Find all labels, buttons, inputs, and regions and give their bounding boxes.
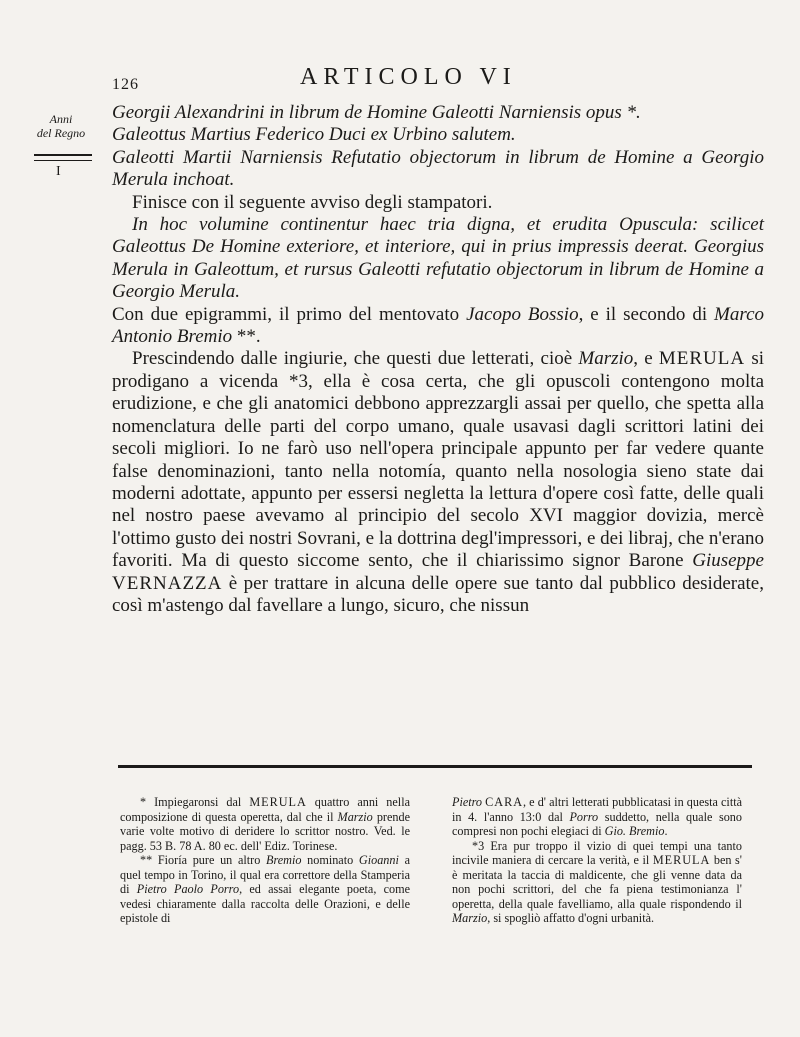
margin-label <box>28 112 94 140</box>
text-run: Con due epigrammi, il primo del mentovato <box>112 303 467 325</box>
person-name: Marzio <box>337 809 373 824</box>
person-name: Bremio <box>266 853 302 867</box>
footnotes-left-column <box>120 795 410 926</box>
body-paragraph-1: Georgii Alexandrini in librum de Homine Galeotti Narniensis opus *. <box>112 102 641 123</box>
person-name: Jacopo Bossio <box>466 303 579 325</box>
person-name: MERULA <box>658 348 746 370</box>
running-title: ARTICOLO VI <box>300 64 517 90</box>
person-name: Pietro Paolo Porro <box>136 882 240 896</box>
body-paragraph-3: Galeotti Martii Narniensis Refutatio objectorum in librum de Homine a Georgio Merula inchoat. <box>112 146 764 191</box>
person-name: Giuseppe <box>692 550 764 572</box>
footnote-separator-rule <box>118 765 752 768</box>
text-run: , e il secondo di <box>578 303 715 325</box>
footnote-1 <box>120 795 410 853</box>
text-run: . <box>664 824 668 838</box>
person-name: Pietro <box>452 795 483 809</box>
footnotes-right-column <box>452 795 742 926</box>
person-name: CARA <box>485 795 524 809</box>
body-paragraph-7 <box>112 348 764 617</box>
body-paragraph-4: Finisce con il seguente avviso degli stampatori. <box>132 191 493 213</box>
person-name: Marzio <box>452 911 488 925</box>
text-run: quattro anni nella composizione di questa operetta, dal che il <box>120 795 410 824</box>
text-run: *3 Era pur troppo il vizio di quei tempi una tanto incivile maniera di cercare la verità, e il <box>452 838 742 867</box>
margin-label-line1: Anni <box>49 112 73 126</box>
person-name: MERULA <box>249 795 307 809</box>
footnote-2 <box>120 853 410 926</box>
text-run: , e <box>633 348 659 370</box>
main-text <box>112 102 764 617</box>
text-run: ** Fioría pure un altro <box>140 853 267 867</box>
person-name: MERULA <box>652 853 711 867</box>
person-name: Marzio <box>578 348 634 370</box>
body-paragraph-5: In hoc volumine continentur haec tria digna, et erudita Opuscula: scilicet Galeottus De Homine exteriore, et interiore, qui in prius impressis deerat. Georgius Merula in Galeottum, et rursus Galeotti refutatio objectorum in librum de Homine a Georgio Merula. <box>112 214 764 303</box>
text-run: * Impiegaronsi dal <box>140 795 250 809</box>
person-name: Gio. Bremio <box>604 824 665 838</box>
person-name: Gioanni <box>358 853 399 867</box>
text-run: **. <box>232 326 261 348</box>
text-run: , ed assai elegante poeta, come vedesi chiaramente dalla raccolta delle Orazioni, e delle epistole di <box>120 882 411 925</box>
text-run: , si spogliò affatto d'ogni urbanità. <box>487 911 655 925</box>
text-run: Prescindendo dalle ingiurie, che questi due letterati, cioè <box>132 348 579 370</box>
person-name: Marco Antonio Bremio <box>112 303 764 348</box>
text-run: si prodigano a vicenda *3, ella è cosa certa, che gli opuscoli contengono molta erudizione, e che gli anatomici debbono apprezzargli assai per quello, che spetta alla nomenclatura delle parti del corpo umano, quale usavasi dagli scrittori latini dei secoli migliori. Io ne farò uso nell'opera principale appunto per far vedere quante false denominazioni, tanto nella notomía, quanto nella nosologia sieno state dai moderni adottate, appunto per essersi negletta la lettura d'opere così fatte, delle quali nel nostro paese avevamo al principio del secolo XVI maggior dovizia, mercè l'ottimo gusto dei nostri Sovrani, e la dottrina degl'impressori, e dei libraj, che n'erano favoriti. Ma di questo siccome sento, che il chiarissimo signor Barone <box>112 348 764 572</box>
footnote-2-continued <box>452 795 742 839</box>
text-run: ben s' è meritata la taccia di maldicente, che gli venne data da non pochi scrittori, del che fa piena testimonianza l' operetta, della quale favelliamo, alla quale rispondendo il <box>452 853 742 911</box>
person-name: Porro <box>569 809 599 824</box>
margin-rule <box>34 154 92 161</box>
footnote-3 <box>452 839 742 926</box>
person-name: VERNAZZA <box>112 572 223 594</box>
text-run: nominato <box>301 853 359 867</box>
body-paragraph-2: Galeottus Martius Federico Duci ex Urbino salutem. <box>112 124 516 146</box>
text-run: suddetto, nella quale sono compresi non pochi elegiaci di <box>452 809 742 838</box>
text-run: a quel tempo in Torino, il qual era correttore della Stamperia di <box>120 853 410 896</box>
page-number: 126 <box>112 76 139 93</box>
margin-year-number: I <box>56 164 61 179</box>
text-run: è per trattare in alcuna delle opere sue tanto dal pubblico desiderate, così m'astengo dal favellare a lungo, sicuro, che nissun <box>112 572 764 616</box>
body-paragraph-6 <box>112 304 764 349</box>
margin-label-line2: del Regno <box>36 126 86 140</box>
text-run: prende varie volte motivo di deridere lo scrittor nostro. Ved. le pagg. 53 B. 78 A. 80 ec. dell' Ediz. Torinese. <box>120 809 410 853</box>
text-run: , e d' altri letterati pubblicatasi in questa città in 4. l'anno 13:0 dal <box>452 795 743 824</box>
